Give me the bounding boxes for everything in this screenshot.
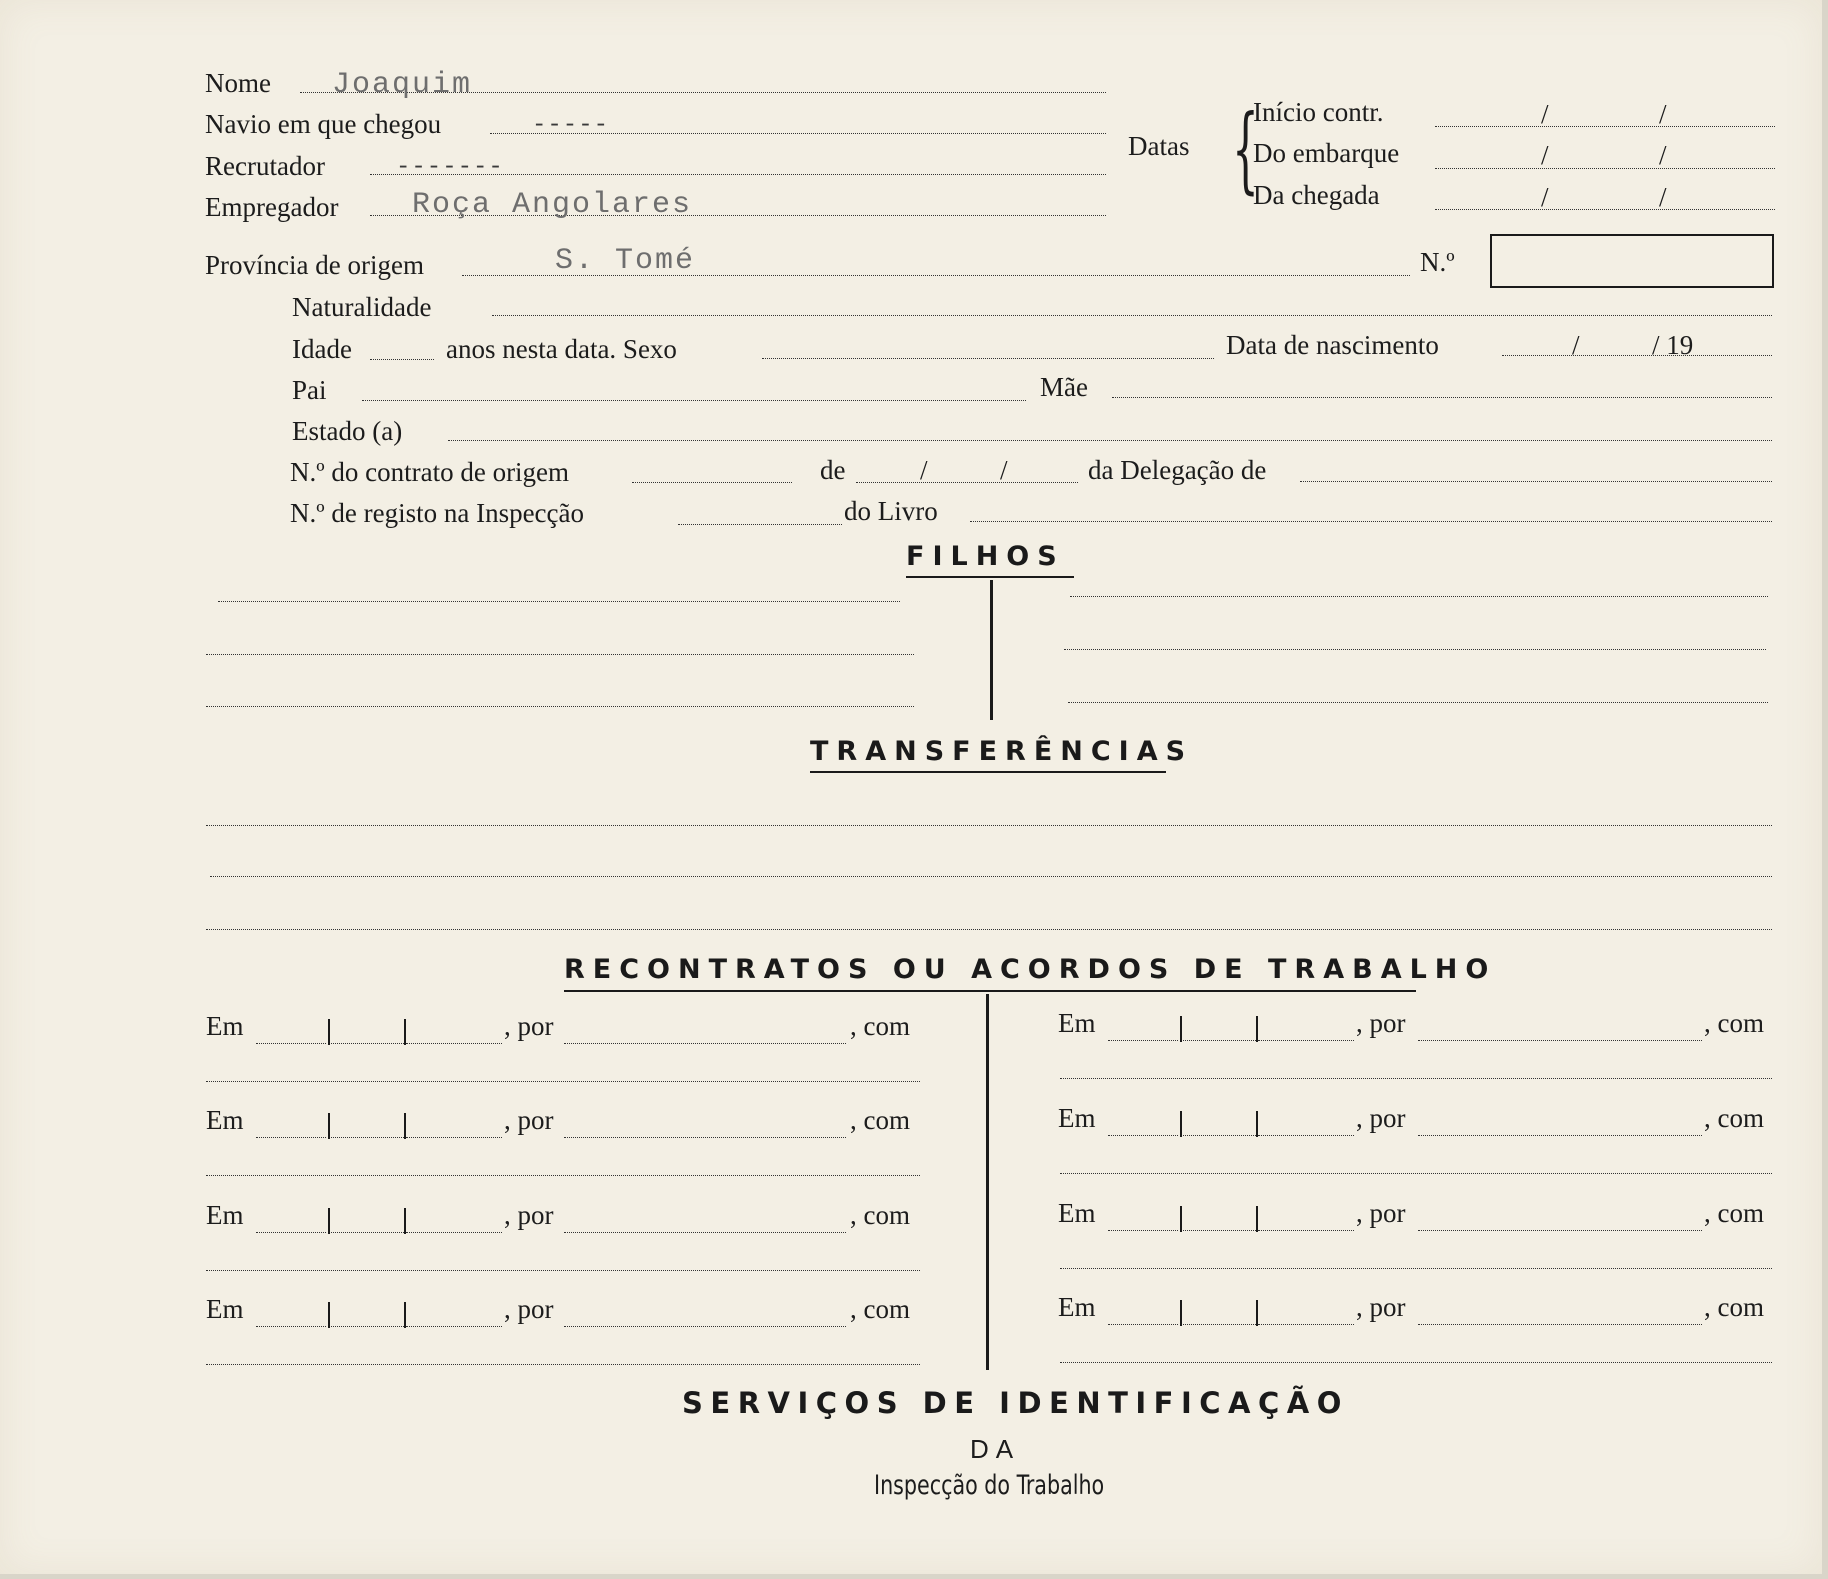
pai-label: Pai	[292, 375, 327, 405]
recontrato-em-label: Em	[1058, 1103, 1096, 1133]
recontrato-date-field[interactable]	[1108, 1324, 1178, 1325]
recontrato-por-field[interactable]	[564, 1137, 846, 1138]
recontrato-em-label: Em	[1058, 1198, 1096, 1228]
recontrato-com-field[interactable]	[1060, 1078, 1772, 1079]
recrutador-value: -------	[396, 154, 504, 181]
recontratos-heading: RECONTRATOS OU ACORDOS DE TRABALHO	[564, 954, 1497, 985]
recontrato-date-separator	[328, 1208, 330, 1234]
recontrato-date-field[interactable]	[1258, 1230, 1354, 1231]
recontrato-date-field[interactable]	[1258, 1135, 1354, 1136]
empregador-value: Roça Angolares	[412, 188, 693, 222]
recontrato-date-field[interactable]	[328, 1232, 404, 1233]
recontrato-em-label: Em	[1058, 1292, 1096, 1322]
pai-line[interactable]	[362, 400, 1026, 401]
recontrato-date-field[interactable]	[406, 1326, 502, 1327]
filhos-line[interactable]	[206, 654, 914, 655]
embarque-date-line[interactable]	[1435, 168, 1775, 169]
recontrato-em-label: Em	[206, 1294, 244, 1324]
recontrato-date-separator	[1180, 1111, 1182, 1137]
recontrato-com-label: , com	[850, 1105, 910, 1135]
recontrato-em-label: Em	[206, 1011, 244, 1041]
recontrato-date-field[interactable]	[1180, 1324, 1256, 1325]
chegada-label: Da chegada	[1253, 180, 1380, 210]
transferencia-line[interactable]	[206, 929, 1772, 930]
filhos-line[interactable]	[1068, 702, 1768, 703]
date-separator: /	[1659, 140, 1667, 170]
recontrato-por-label: , por	[504, 1294, 554, 1324]
recontrato-date-field[interactable]	[1180, 1230, 1256, 1231]
recontrato-com-label: , com	[1704, 1292, 1764, 1322]
recontrato-date-field[interactable]	[256, 1232, 326, 1233]
recontrato-date-separator	[404, 1302, 406, 1328]
transferencia-line[interactable]	[206, 825, 1772, 826]
registo-label: N.º de registo na Inspecção	[290, 498, 585, 528]
recontrato-date-field[interactable]	[406, 1043, 502, 1044]
livro-label: do Livro	[844, 496, 938, 526]
recontrato-com-label: , com	[850, 1200, 910, 1230]
recontrato-com-label: , com	[850, 1294, 910, 1324]
recontrato-date-field[interactable]	[406, 1232, 502, 1233]
transferencias-heading: TRANSFERÊNCIAS	[810, 736, 1194, 767]
filhos-underline	[906, 576, 1074, 578]
recontrato-date-field[interactable]	[256, 1137, 326, 1138]
filhos-line[interactable]	[1064, 649, 1766, 650]
sexo-line[interactable]	[762, 358, 1214, 359]
recontrato-com-field[interactable]	[1060, 1362, 1772, 1363]
recontrato-date-field[interactable]	[328, 1326, 404, 1327]
recontrato-com-field[interactable]	[206, 1175, 920, 1176]
provincia-value: S. Tomé	[555, 244, 696, 278]
numero-box[interactable]	[1490, 234, 1774, 288]
nascimento-line[interactable]	[1502, 355, 1772, 356]
date-separator: /	[1659, 99, 1667, 129]
recontrato-date-separator	[404, 1208, 406, 1234]
recontrato-date-field[interactable]	[1180, 1040, 1256, 1041]
recontrato-com-field[interactable]	[206, 1364, 920, 1365]
brace-icon: {	[1232, 95, 1259, 204]
recontrato-com-label: , com	[1704, 1103, 1764, 1133]
recontrato-date-separator	[1256, 1300, 1258, 1326]
delegacao-label: da Delegação de	[1088, 455, 1267, 485]
filhos-divider	[990, 580, 993, 720]
estado-label: Estado (a)	[292, 416, 403, 446]
recontratos-divider	[986, 994, 989, 1370]
recontrato-date-separator	[404, 1113, 406, 1139]
recontrato-date-field[interactable]	[1108, 1135, 1178, 1136]
delegacao-line[interactable]	[1300, 481, 1772, 482]
footer-org: Inspecção do Trabalho	[874, 1470, 1105, 1501]
recontrato-date-separator	[1256, 1016, 1258, 1042]
filhos-line[interactable]	[1070, 596, 1768, 597]
recontrato-por-field[interactable]	[564, 1232, 846, 1233]
filhos-line[interactable]	[218, 601, 900, 602]
navio-label: Navio em que chegou	[205, 109, 442, 139]
inicio-date-line[interactable]	[1435, 126, 1775, 127]
recontrato-date-separator	[328, 1019, 330, 1045]
recontrato-por-label: , por	[1356, 1292, 1406, 1322]
footer-da: DA	[970, 1434, 1021, 1464]
inicio-label: Início contr.	[1253, 97, 1384, 127]
recontrato-date-field[interactable]	[1180, 1135, 1256, 1136]
anos-sexo-label: anos nesta data. Sexo	[446, 334, 677, 364]
recontrato-por-field[interactable]	[564, 1043, 846, 1044]
recontrato-em-label: Em	[1058, 1008, 1096, 1038]
recontrato-date-field[interactable]	[256, 1043, 326, 1044]
recontrato-date-field[interactable]	[1108, 1230, 1178, 1231]
recontrato-por-label: , por	[504, 1011, 554, 1041]
empregador-label: Empregador	[205, 192, 339, 222]
recontrato-date-separator	[1256, 1111, 1258, 1137]
contrato-line[interactable]	[632, 482, 792, 483]
recontrato-com-field[interactable]	[1060, 1173, 1772, 1174]
recontrato-com-field[interactable]	[206, 1270, 920, 1271]
date-separator: /	[1000, 455, 1008, 485]
recontrato-por-field[interactable]	[1418, 1230, 1702, 1231]
nome-label: Nome	[205, 68, 271, 98]
recontrato-date-field[interactable]	[1258, 1324, 1354, 1325]
idade-line[interactable]	[370, 359, 434, 360]
date-separator: /	[1541, 99, 1549, 129]
recontrato-date-separator	[1180, 1016, 1182, 1042]
naturalidade-line[interactable]	[492, 315, 1772, 316]
contrato-de-label: de	[820, 455, 846, 485]
filhos-heading: FILHOS	[906, 541, 1065, 572]
recontrato-por-label: , por	[1356, 1103, 1406, 1133]
recontrato-por-label: , por	[504, 1200, 554, 1230]
recontrato-com-field[interactable]	[206, 1081, 920, 1082]
recontrato-date-separator	[1180, 1206, 1182, 1232]
recontrato-em-label: Em	[206, 1200, 244, 1230]
date-separator: /	[920, 455, 928, 485]
naturalidade-label: Naturalidade	[292, 292, 432, 322]
transferencias-underline	[810, 771, 1166, 773]
recontrato-date-separator	[328, 1302, 330, 1328]
recontrato-por-field[interactable]	[1418, 1040, 1702, 1041]
recontrato-por-label: , por	[504, 1105, 554, 1135]
footer-title: SERVIÇOS DE IDENTIFICAÇÃO	[682, 1386, 1349, 1420]
chegada-date-line[interactable]	[1435, 209, 1775, 210]
embarque-label: Do embarque	[1253, 138, 1400, 168]
date-separator: /	[1572, 330, 1580, 360]
registo-line[interactable]	[678, 524, 842, 525]
recontrato-por-field[interactable]	[564, 1326, 846, 1327]
livro-line[interactable]	[970, 521, 1772, 522]
recontrato-por-field[interactable]	[1418, 1135, 1702, 1136]
recontrato-com-label: , com	[1704, 1198, 1764, 1228]
navio-value: -----	[532, 112, 610, 139]
nascimento-label: Data de nascimento	[1226, 330, 1439, 360]
recontrato-date-separator	[404, 1019, 406, 1045]
date-separator: /	[1541, 182, 1549, 212]
recontratos-underline	[564, 990, 1416, 992]
idade-label: Idade	[292, 334, 352, 364]
recontrato-date-separator	[328, 1113, 330, 1139]
recontrato-date-field[interactable]	[1108, 1040, 1178, 1041]
recontrato-date-field[interactable]	[328, 1137, 404, 1138]
nome-value: Joaquim	[332, 68, 473, 102]
mae-label: Mãe	[1040, 372, 1088, 402]
recontrato-com-label: , com	[1704, 1008, 1764, 1038]
recontrato-com-field[interactable]	[1060, 1268, 1772, 1269]
transferencia-line[interactable]	[210, 876, 1772, 877]
recontrato-date-separator	[1256, 1206, 1258, 1232]
date-separator: /	[1541, 140, 1549, 170]
mae-line[interactable]	[1112, 397, 1772, 398]
recontrato-com-label: , com	[850, 1011, 910, 1041]
recontrato-por-label: , por	[1356, 1008, 1406, 1038]
recontrato-date-field[interactable]	[256, 1326, 326, 1327]
recontrato-date-field[interactable]	[406, 1137, 502, 1138]
datas-label: Datas	[1128, 131, 1190, 161]
recontrato-em-label: Em	[206, 1105, 244, 1135]
date-separator: /	[1659, 182, 1667, 212]
contrato-label: N.º do contrato de origem	[290, 457, 570, 487]
nascimento-year: / 19	[1652, 330, 1694, 360]
recontrato-date-separator	[1180, 1300, 1182, 1326]
recontrato-date-field[interactable]	[328, 1043, 404, 1044]
recontrato-por-label: , por	[1356, 1198, 1406, 1228]
filhos-line[interactable]	[206, 706, 914, 707]
numero-label: N.º	[1420, 247, 1455, 277]
recrutador-label: Recrutador	[205, 151, 325, 181]
recontrato-date-field[interactable]	[1258, 1040, 1354, 1041]
estado-line[interactable]	[448, 440, 1772, 441]
recontrato-por-field[interactable]	[1418, 1324, 1702, 1325]
provincia-label: Província de origem	[205, 250, 424, 280]
contrato-date-line[interactable]	[856, 482, 1078, 483]
